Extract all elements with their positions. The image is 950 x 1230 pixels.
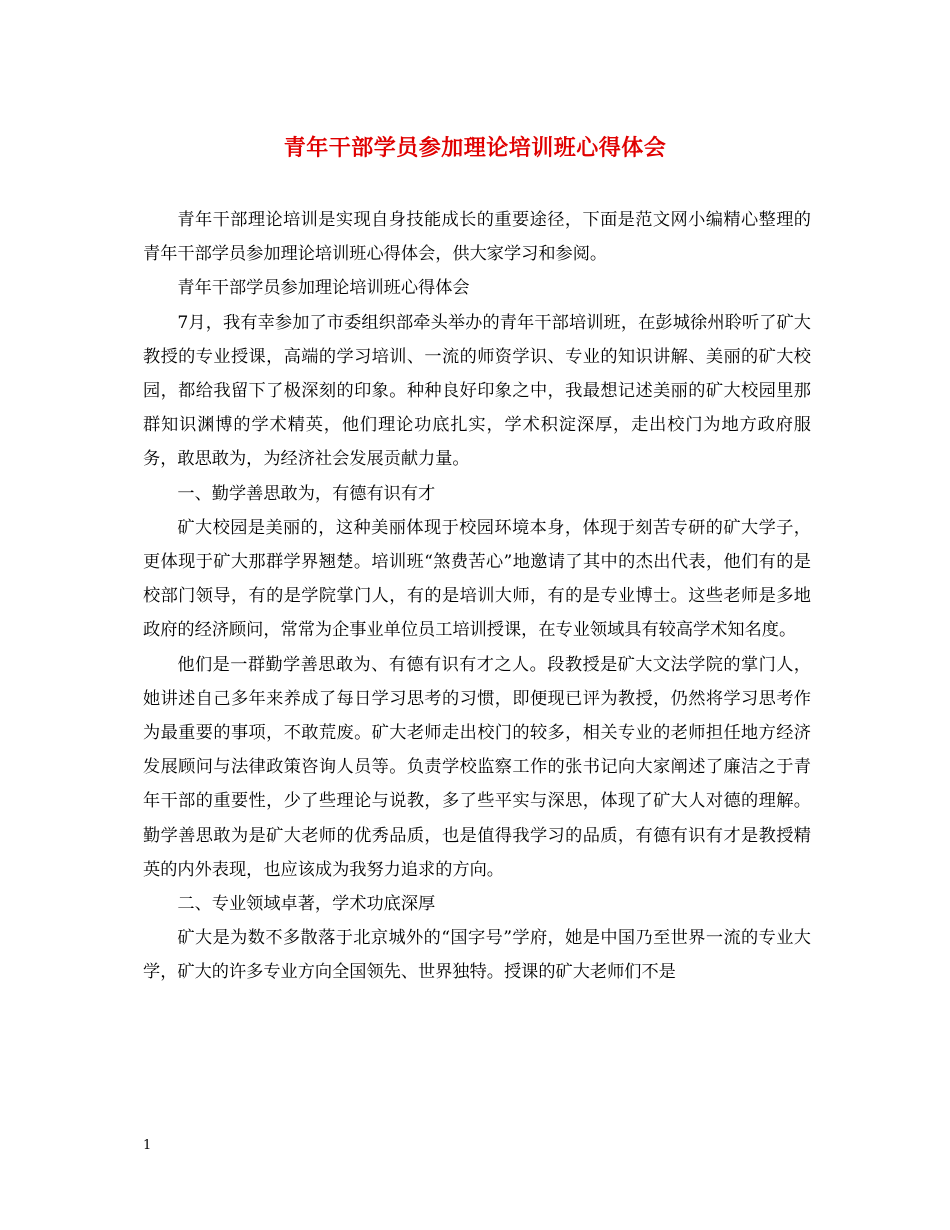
page-number: 1: [143, 1138, 152, 1153]
body-paragraph: 他们是一群勤学善思敢为、有德有识有才之人。段教授是矿大文法学院的掌门人，她讲述自己多年来养成了每日学习思考的习惯，即便现已评为教授，仍然将学习思考作为最重要的事项，不敢荒废。矿大老师走出校门的较多，相关专业的老师担任地方经济发展顾问与法律政策咨询人员等。负责学校监察工作的张书记向大家阐述了廉洁之于青年干部的重要性，少了些理论与说教，多了些平实与深思，体现了矿大人对德的理解。勤学善思敢为是矿大老师的优秀品质，也是值得我学习的品质，有德有识有才是教授精英的内外表现，也应该成为我努力追求的方向。: [143, 654, 811, 880]
document-title: 青年干部学员参加理论培训班心得体会: [283, 135, 667, 161]
body-paragraph: 矿大是为数不多散落于北京城外的“国字号”学府，她是中国乃至世界一流的专业大学，矿大的许多专业方向全国领先、世界独特。授课的矿大老师们不是: [143, 928, 811, 983]
section-heading: 二、专业领域卓著，学术功底深厚: [177, 894, 436, 915]
intro-paragraph: 青年干部理论培训是实现自身技能成长的重要途径，下面是范文网小编精心整理的青年干部学员参加理论培训班心得体会，供大家学习和参阅。: [143, 210, 811, 265]
body-paragraph: 矿大校园是美丽的，这种美丽体现于校园环境本身，体现于刻苦专研的矿大学子，更体现于矿大那群学界翘楚。培训班“煞费苦心”地邀请了其中的杰出代表，他们有的是校部门领导，有的是学院掌门人，有的是培训大师，有的是专业博士。这些老师是多地政府的经济顾问，常常为企事业单位员工培训授课，在专业领域具有较高学术知名度。: [143, 517, 811, 641]
body-paragraph: 7月，我有幸参加了市委组织部牵头举办的青年干部培训班，在彭城徐州聆听了矿大教授的专业授课，高端的学习培训、一流的师资学识、专业的知识讲解、美丽的矿大校园，都给我留下了极深刻的印象。种种良好印象之中，我最想记述美丽的矿大校园里那群知识渊博的学术精英，他们理论功底扎实，学术积淀深厚，走出校门为地方政府服务，敢思敢为，为经济社会发展贡献力量。: [143, 312, 811, 470]
section-heading: 一、勤学善思敢为，有德有识有才: [177, 483, 436, 504]
subtitle-paragraph: 青年干部学员参加理论培训班心得体会: [177, 278, 470, 299]
document-body: [143, 203, 811, 990]
